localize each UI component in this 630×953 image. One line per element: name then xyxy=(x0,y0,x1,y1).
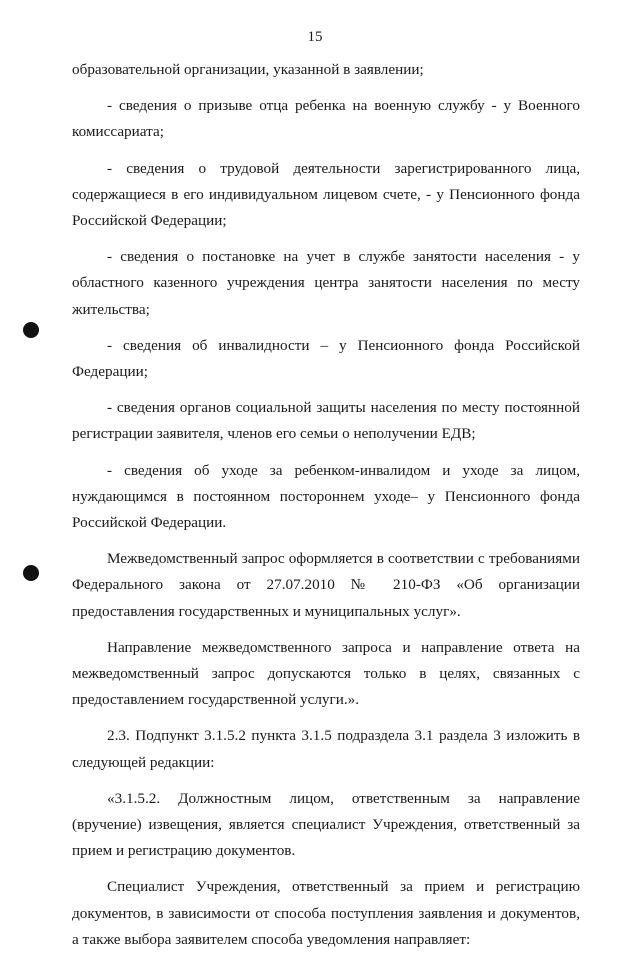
binder-hole xyxy=(23,322,39,338)
paragraph: образовательной организации, указанной в заявлении; xyxy=(72,61,424,78)
paragraph: - сведения об инвалидности – у Пенсионного фонда Российской Федерации; xyxy=(72,336,580,381)
document-body xyxy=(72,57,580,953)
paragraph: Межведомственный запрос оформляется в соответствии с требованиями Федерального закона от 27.07.2010 № 210-ФЗ «Об организации предоставления государственных и муниципальных услуг». xyxy=(72,550,580,620)
paragraph: - сведения о постановке на учет в службе занятости населения - у областного казенного учреждения центра занятости населения по месту жительства; xyxy=(72,248,580,318)
paragraph: Специалист Учреждения, ответственный за прием и регистрацию документов, в зависимости от способа поступления заявления и документов, а также выбора заявителем способа уведомления направляет: xyxy=(72,878,580,948)
paragraph: 2.3. Подпункт 3.1.5.2 пункта 3.1.5 подраздела 3.1 раздела 3 изложить в следующей редакции: xyxy=(72,727,580,771)
paragraph: Направление межведомственного запроса и направление ответа на межведомственный запрос допускаются только в целях, связанных с предоставлением государственной услуги.». xyxy=(72,638,580,709)
binder-hole xyxy=(23,565,39,581)
paragraph: - сведения органов социальной защиты населения по месту постоянной регистрации заявителя, членов его семьи о неполучении ЕДВ; xyxy=(72,399,580,443)
paragraph: - сведения о призыве отца ребенка на военную службу - у Военного комиссариата; xyxy=(72,97,580,141)
page-number: 15 xyxy=(307,29,323,45)
paragraph: - сведения об уходе за ребенком-инвалидом и уходе за лицом, нуждающимся в постоянном постороннем уходе– у Пенсионного фонда Российской Федерации. xyxy=(72,461,580,532)
paragraph: «3.1.5.2. Должностным лицом, ответственным за направление (вручение) извещения, является специалист Учреждения, ответственный за прием и регистрацию документов. xyxy=(72,789,580,860)
paragraph: - сведения о трудовой деятельности зарегистрированного лица, содержащиеся в его индивидуальном лицевом счете, - у Пенсионного фонда Российской Федерации; xyxy=(72,159,580,230)
